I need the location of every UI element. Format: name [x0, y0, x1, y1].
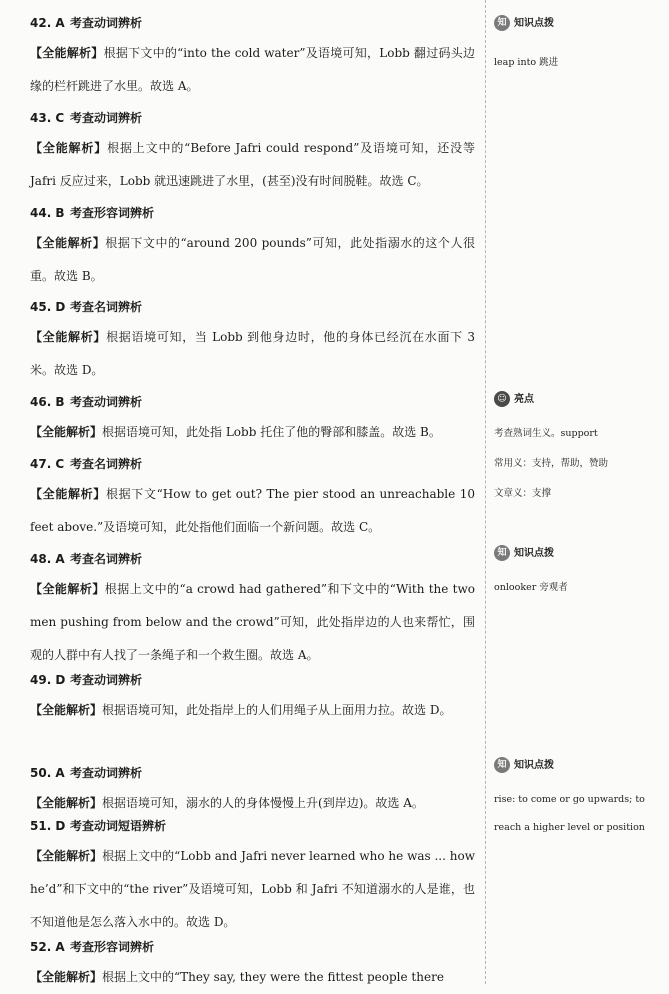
explanation-text: 根据语境可知，溺水的人的身体慢慢上升(到岸边)。故选 A。: [102, 796, 424, 810]
question-type: 考查动词辨析: [70, 395, 143, 409]
explanation-tag: 【全能解析】: [30, 703, 103, 717]
explanation-tag: 【全能解析】: [30, 141, 108, 155]
explanation-text: 根据下文中的“around 200 pounds”可知，此处指溺水的这个人很重。故选 B。: [30, 236, 475, 283]
note-line: leap into 跳进: [494, 57, 559, 68]
question-type: 考查形容词辨析: [70, 940, 155, 954]
question-type: 考查名词辨析: [70, 300, 143, 314]
question-explanation: [30, 573, 475, 672]
explanation-text: 根据上文中的“Lobb and Jafri never learned who he was ... how he’d”和下文中的“the river”及语境可知，Lobb 和 Jafri 不知道溺水的人是谁，也不知道他是怎么落入水中的。故选 D。: [30, 849, 475, 929]
question-explanation: [30, 321, 475, 387]
explanation-text: 根据语境可知，此处指 Lobb 托住了他的臀部和膝盖。故选 B。: [102, 425, 441, 439]
question-explanation: [30, 227, 475, 293]
explanation-text: 根据上文中的“a crowd had gathered”和下文中的“With the two men pushing from below and the crowd”可知，此处指岸边的人也来帮忙，围观的人群中有人找了一条绳子和一个救生圈。故选 A。: [30, 582, 475, 662]
face-icon: ☺: [494, 391, 510, 407]
question-explanation: [30, 694, 475, 727]
explanation-text: 根据上文中的“They say, they were the fittest people there: [102, 970, 444, 984]
question-type: 考查动词辨析: [70, 16, 143, 30]
question-number: 48. A: [30, 552, 65, 566]
question-header: [30, 548, 142, 570]
question-type: 考查动词短语辨析: [70, 819, 167, 833]
note-title: 知识点拨: [514, 18, 554, 29]
note-title: 知识点拨: [514, 760, 554, 771]
question-number: 46. B: [30, 395, 65, 409]
question-type: 考查动词辨析: [70, 111, 143, 125]
note-line: 常用义：支持，帮助，赞助: [494, 458, 609, 469]
explanation-tag: 【全能解析】: [30, 236, 106, 250]
question-type: 考查名词辨析: [70, 552, 143, 566]
question-number: 49. D: [30, 673, 66, 687]
lightbulb-icon: 知: [494, 15, 510, 31]
question-header: [30, 202, 154, 224]
note-line: 考查熟词生义。support: [494, 428, 598, 439]
question-number: 45. D: [30, 300, 66, 314]
question-number: 42. A: [30, 16, 65, 30]
note-line: 文章义：支撑: [494, 488, 552, 499]
question-header: [30, 669, 142, 691]
question-type: 考查形容词辨析: [70, 206, 155, 220]
explanation-tag: 【全能解析】: [30, 796, 103, 810]
question-explanation: [30, 840, 475, 939]
question-header: [30, 12, 142, 34]
note-line: reach a higher level or position: [494, 822, 645, 833]
question-explanation: [30, 37, 475, 103]
question-header: [30, 762, 142, 784]
explanation-text: 根据语境可知，当 Lobb 到他身边时，他的身体已经沉在水面下 3 米。故选 D。: [30, 330, 475, 377]
question-header: [30, 453, 142, 475]
explanation-text: 根据下文“How to get out? The pier stood an unreachable 10 feet above.”及语境可知，此处指他们面临一个新问题。故选 C。: [30, 487, 475, 534]
question-header: [30, 391, 142, 413]
question-number: 50. A: [30, 766, 65, 780]
explanation-tag: 【全能解析】: [30, 487, 106, 501]
question-header: [30, 936, 154, 958]
question-type: 考查动词辨析: [70, 673, 143, 687]
explanation-text: 根据语境可知，此处指岸上的人们用绳子从上面用力拉。故选 D。: [102, 703, 452, 717]
question-type: 考查动词辨析: [70, 766, 143, 780]
question-number: 44. B: [30, 206, 65, 220]
question-number: 47. C: [30, 457, 65, 471]
note-header: [494, 756, 554, 776]
lightbulb-icon: 知: [494, 545, 510, 561]
explanation-tag: 【全能解析】: [30, 970, 103, 984]
explanation-tag: 【全能解析】: [30, 425, 103, 439]
column-divider: [485, 0, 486, 984]
note-line: onlooker 旁观者: [494, 582, 568, 593]
lightbulb-icon: 知: [494, 757, 510, 773]
explanation-text: 根据下文中的“into the cold water”及语境可知，Lobb 翻过码头边缘的栏杆跳进了水里。故选 A。: [30, 46, 475, 93]
question-explanation: [30, 961, 475, 994]
explanation-text: 根据上文中的“Before Jafri could respond”及语境可知，还没等 Jafri 反应过来，Lobb 就迅速跳进了水里，(甚至)没有时间脱鞋。故选 C。: [30, 141, 475, 188]
note-title: 知识点拨: [514, 548, 554, 559]
question-header: [30, 107, 142, 129]
note-header: [494, 390, 534, 410]
question-explanation: [30, 416, 475, 449]
question-explanation: [30, 478, 475, 544]
note-line: rise: to come or go upwards; to: [494, 794, 645, 805]
question-header: [30, 296, 142, 318]
question-number: 52. A: [30, 940, 65, 954]
note-header: [494, 14, 554, 34]
question-number: 43. C: [30, 111, 65, 125]
question-number: 51. D: [30, 819, 66, 833]
question-type: 考查名词辨析: [70, 457, 143, 471]
explanation-tag: 【全能解析】: [30, 330, 107, 344]
question-header: [30, 815, 166, 837]
question-explanation: [30, 132, 475, 198]
note-title: 亮点: [514, 394, 534, 405]
note-header: [494, 544, 554, 564]
explanation-tag: 【全能解析】: [30, 582, 105, 596]
explanation-tag: 【全能解析】: [30, 46, 104, 60]
explanation-tag: 【全能解析】: [30, 849, 103, 863]
